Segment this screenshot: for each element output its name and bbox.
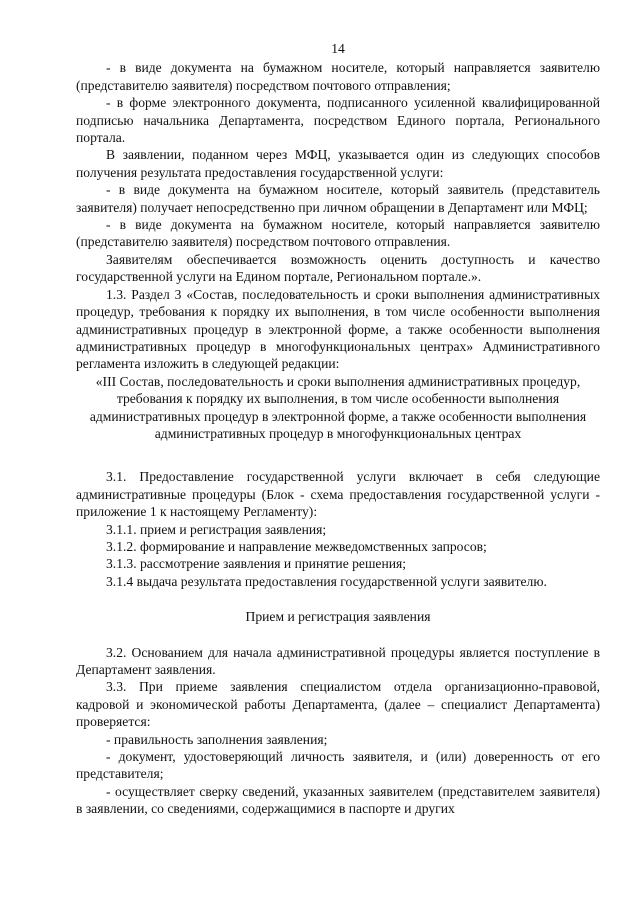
list-item: 3.1.2. формирование и направление межведомственных запросов; bbox=[106, 538, 487, 554]
paragraph: 1.3. Раздел 3 «Состав, последовательность и сроки выполнения административных процедур, требования к порядку их выполнения, в том числе особенности выполнения административных процедур в электронной форме, а также особенности выполнения административных процедур в многофункциональных центрах» Административного регламента изложить в следующей редакции: bbox=[76, 286, 600, 372]
paragraph: 3.2. Основанием для начала административной процедуры является поступление в Департамент заявления. bbox=[76, 644, 600, 677]
paragraph: Заявителям обеспечивается возможность оценить доступность и качество государственной услуги на Едином портале, Региональном портале.». bbox=[76, 251, 600, 285]
paragraph: - в форме электронного документа, подписанного усиленной квалифицированной подписью начальника Департамента, посредством Единого портала, Регионального портала. bbox=[76, 95, 600, 146]
paragraph: В заявлении, поданном через МФЦ, указывается один из следующих способов получения результата предоставления государственной услуги: bbox=[76, 147, 600, 180]
paragraph: 3.3. При приеме заявления специалистом отдела организационно-правовой, кадровой и экономической работы Департамента, (далее – специалист Департамента) проверяется: bbox=[76, 679, 600, 730]
paragraph: - в виде документа на бумажном носителе, который направляется заявителю (представителю заявителя) посредством почтового отправления; bbox=[76, 60, 600, 93]
list-item: 3.1.4 выдача результата предоставления государственной услуги заявителю. bbox=[106, 573, 547, 589]
paragraph: - в виде документа на бумажном носителе, который направляется заявителю (представителю заявителя) посредством почтового отправления. bbox=[76, 217, 600, 250]
page-number: 14 bbox=[331, 41, 345, 56]
subheading: Прием и регистрация заявления bbox=[245, 609, 431, 625]
spacer bbox=[76, 442, 600, 468]
list-item: 3.1.1. прием и регистрация заявления; bbox=[106, 521, 327, 537]
list-item: - документ, удостоверяющий личность заявителя, и (или) доверенность от его представителя; bbox=[76, 749, 600, 782]
section-heading: «III Состав, последовательность и сроки выполнения административных процедур, требования к порядку их выполнения, в том числе особенности выполнения административных процедур в электронной форме, а также особенности выполнения административных процедур в многофункциональных центрах bbox=[89, 373, 587, 441]
paragraph: 3.1. Предоставление государственной услуги включает в себя следующие административные процедуры (Блок - схема предоставления государственной услуги - приложение 1 к настоящему Регламенту): bbox=[76, 469, 600, 520]
list-item: - правильность заполнения заявления; bbox=[106, 731, 328, 747]
spacer bbox=[76, 626, 600, 644]
paragraph: - в виде документа на бумажном носителе, который заявитель (представитель заявителя) получает непосредственно при личном обращении в Департамент или МФЦ; bbox=[76, 182, 600, 215]
spacer bbox=[76, 590, 600, 608]
list-item: - осуществляет сверку сведений, указанных заявителем (представителем заявителя) в заявлении, со сведениями, содержащимися в паспорте и других bbox=[76, 783, 600, 817]
list-item: 3.1.3. рассмотрение заявления и принятие решения; bbox=[106, 556, 407, 572]
